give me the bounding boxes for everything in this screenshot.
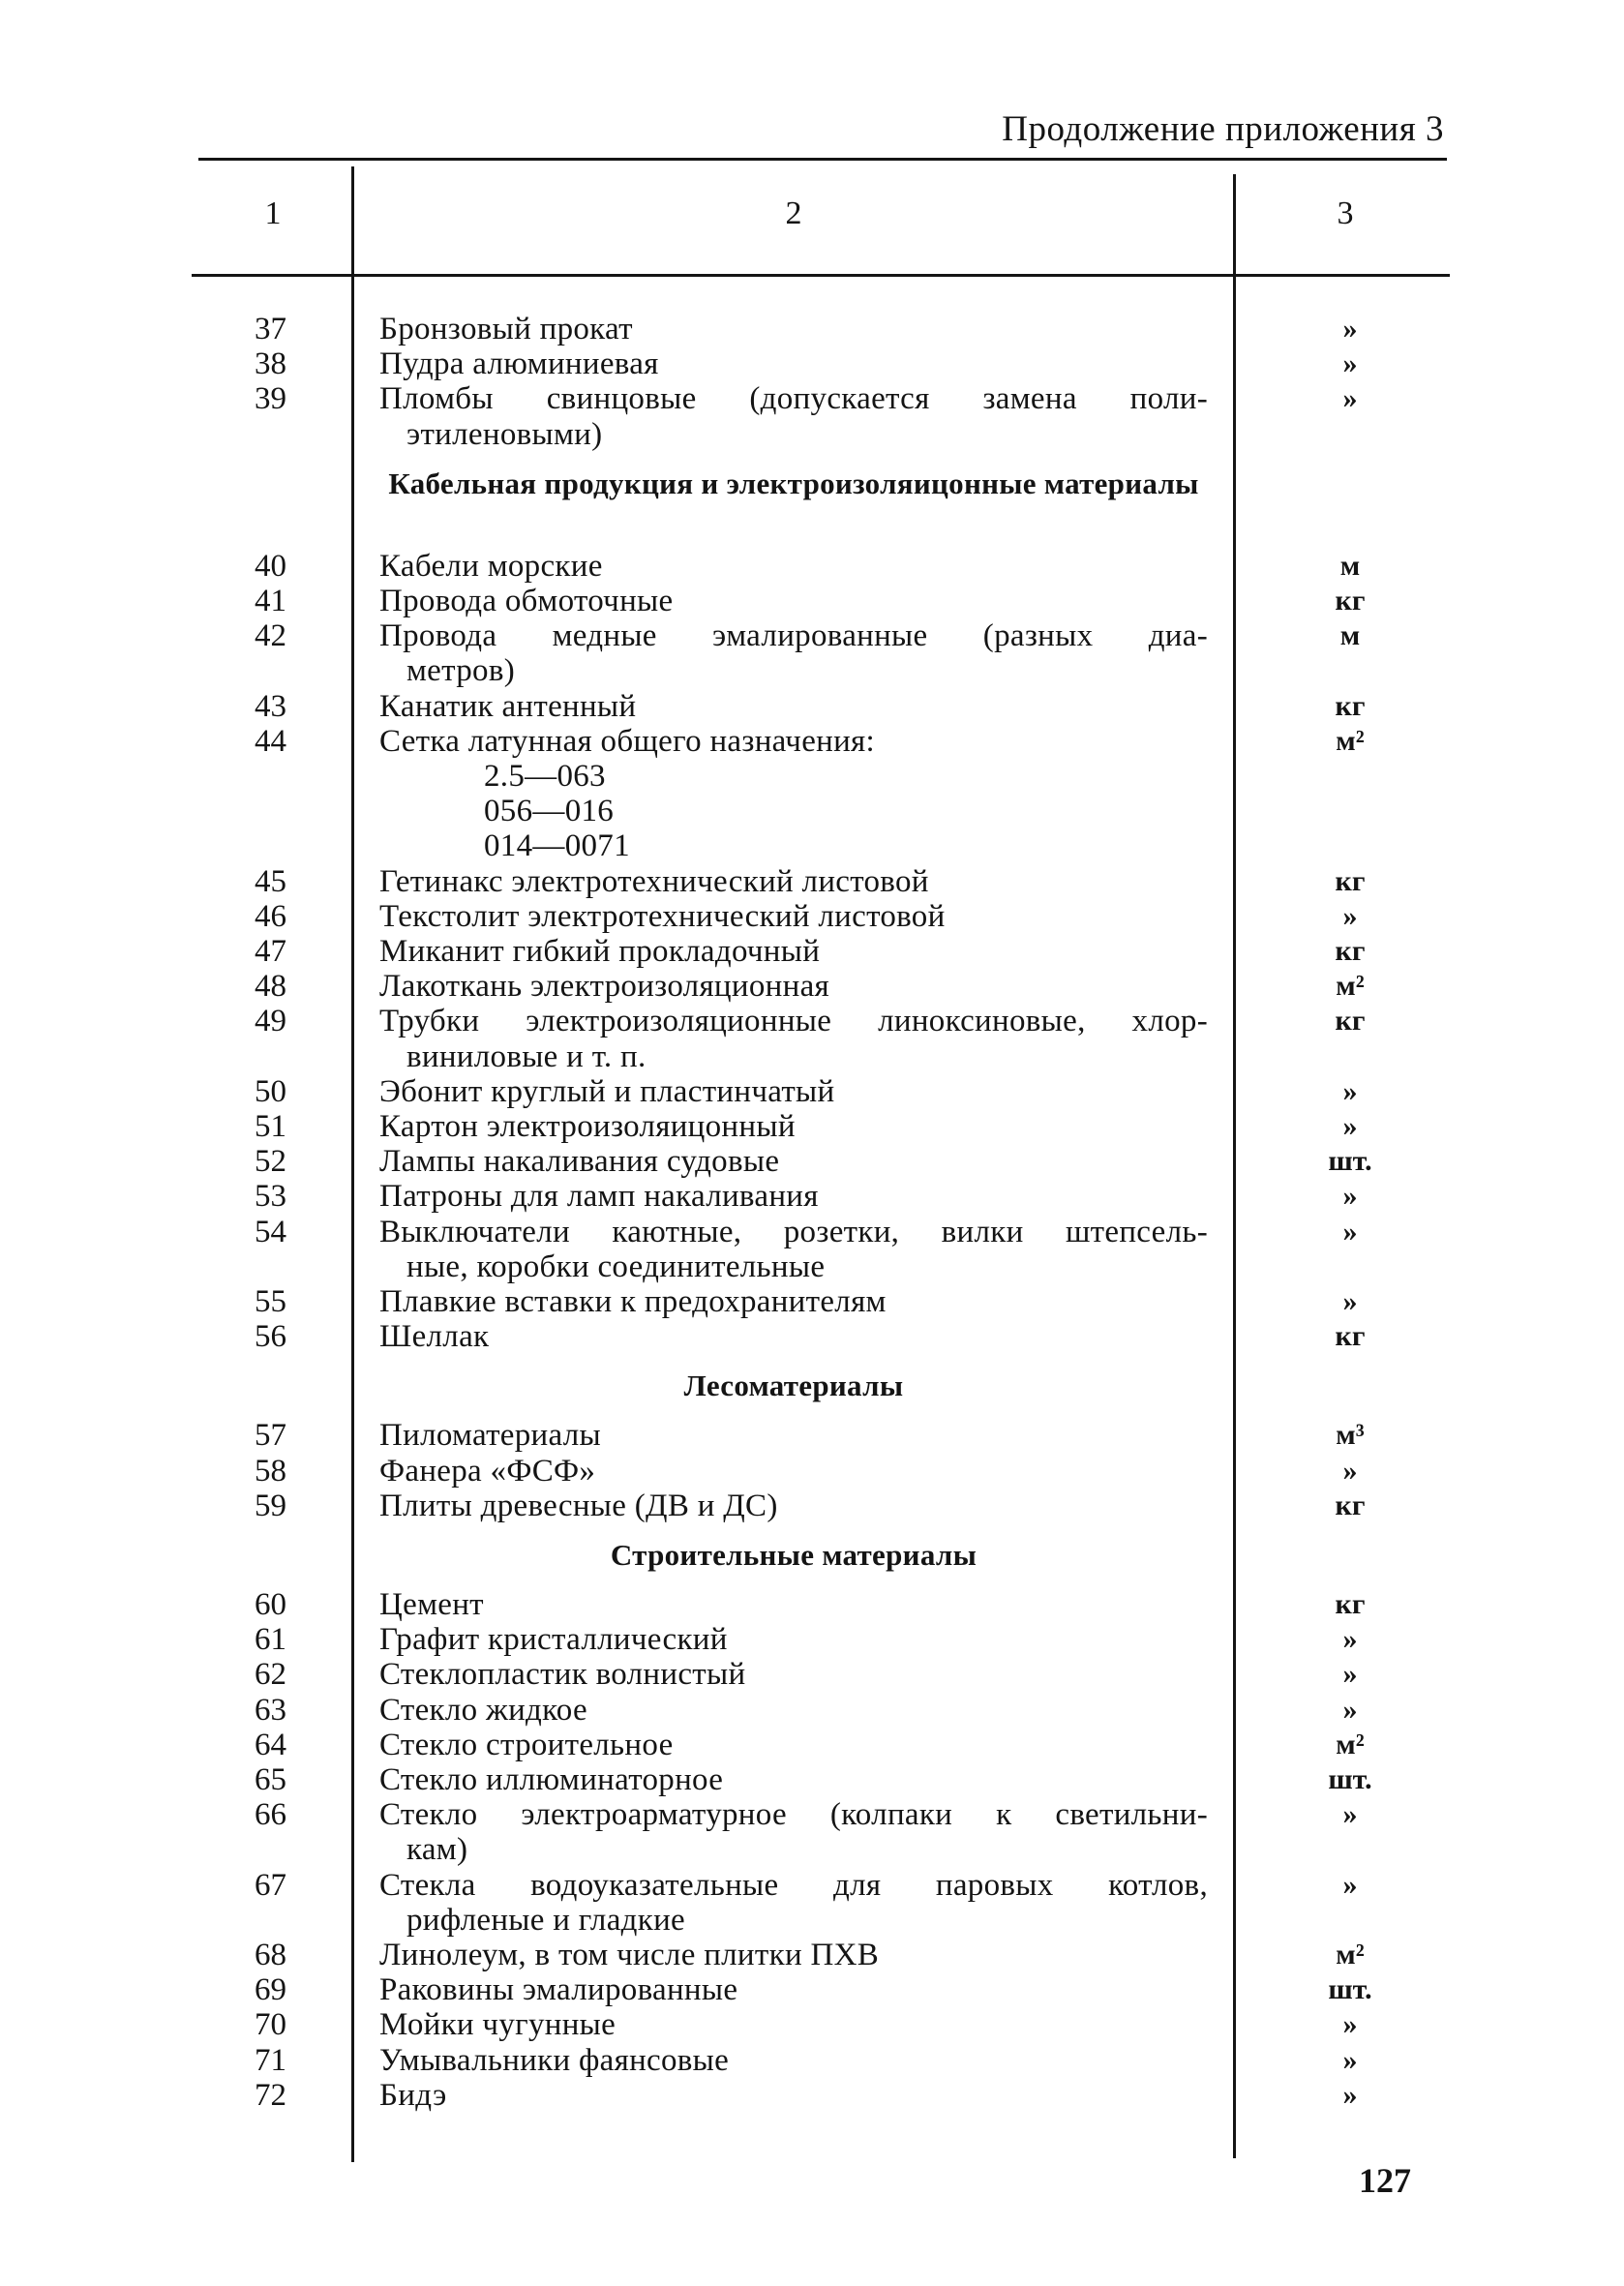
item-name: Фанера «ФСФ» <box>379 1453 596 1489</box>
table-row <box>0 1657 1624 1692</box>
item-name: Эбонит круглый и пластинчатый <box>379 1073 835 1109</box>
mesh-size-row <box>0 828 1624 863</box>
unit-of-measure: » <box>1342 2078 1358 2111</box>
unit-of-measure: м² <box>1336 724 1365 757</box>
row-number: 50 <box>255 1073 286 1109</box>
item-name: Сетка латунная общего назначения: <box>379 723 876 759</box>
row-number: 57 <box>255 1418 286 1454</box>
row-number: 64 <box>255 1727 286 1762</box>
row-number: 52 <box>255 1144 286 1180</box>
unit-of-measure: кг <box>1335 1320 1366 1353</box>
table-row <box>0 1972 1624 2007</box>
item-name: Умывальники фаянсовые <box>379 2042 730 2078</box>
row-number: 55 <box>255 1284 286 1319</box>
item-name: Плавкие вставки к предохранителям <box>379 1284 887 1319</box>
mesh-size-row <box>0 759 1624 794</box>
unit-of-measure: » <box>1342 1180 1358 1213</box>
unit-of-measure: » <box>1342 1658 1358 1691</box>
unit-of-measure: м <box>1339 619 1361 652</box>
unit-of-measure: кг <box>1335 1489 1366 1521</box>
page-number: 127 <box>1359 2161 1411 2200</box>
item-name: Мойки чугунные <box>379 2007 617 2043</box>
unit-of-measure: м² <box>1336 970 1365 1003</box>
table-row <box>0 934 1624 969</box>
unit-of-measure: » <box>1342 1623 1358 1656</box>
item-name: Бронзовый прокат <box>379 312 633 346</box>
table-row <box>0 2043 1624 2078</box>
unit-of-measure: » <box>1342 1215 1358 1248</box>
item-name: Лакоткань электроизоляционная <box>379 969 829 1005</box>
table-row <box>0 1622 1624 1657</box>
item-name-continuation: виниловые и т. п. <box>406 1038 647 1074</box>
item-name: Стекло электроарматурное (колпаки к светильни- <box>379 1797 1208 1833</box>
item-name: Пломбы свинцовые (допускается замена поли- <box>379 381 1208 417</box>
row-number: 42 <box>255 618 286 654</box>
table-row <box>0 549 1624 584</box>
table-row <box>0 584 1624 618</box>
column-header-3: 3 <box>1337 196 1354 231</box>
row-number: 41 <box>255 584 286 618</box>
unit-of-measure: » <box>1342 313 1358 345</box>
section-heading: Кабельная продукция и электроизоляицонные материалы <box>388 466 1199 500</box>
row-number: 44 <box>255 723 286 759</box>
table-row <box>0 1109 1624 1144</box>
table-row <box>0 864 1624 899</box>
item-name: Гетинакс электротехнический листовой <box>379 863 929 899</box>
unit-of-measure: шт. <box>1328 1145 1372 1178</box>
unit-of-measure: » <box>1342 2008 1358 2041</box>
row-number: 40 <box>255 548 286 584</box>
item-name: Миканит гибкий прокладочный <box>379 934 821 969</box>
row-number: 38 <box>255 346 286 382</box>
item-name: Стекло иллюминаторное <box>379 1762 724 1797</box>
table-row <box>0 1454 1624 1489</box>
row-number: 48 <box>255 969 286 1005</box>
table-row <box>0 1215 1624 1249</box>
row-number: 53 <box>255 1179 286 1215</box>
row-number: 46 <box>255 898 286 934</box>
table-row <box>0 1693 1624 1728</box>
table-row-continuation <box>0 653 1624 688</box>
item-name-continuation: этиленовыми) <box>406 416 603 452</box>
item-name-continuation: рифленые и гладкие <box>406 1902 685 1938</box>
row-number: 39 <box>255 381 286 417</box>
unit-of-measure: кг <box>1335 585 1366 617</box>
row-number: 62 <box>255 1657 286 1693</box>
table-row <box>0 381 1624 416</box>
item-name: Раковины эмалированные <box>379 1972 738 2008</box>
item-name: Трубки электроизоляционные линоксиновые, хлор- <box>379 1004 1208 1039</box>
table-row <box>0 346 1624 381</box>
table-row-continuation <box>0 1039 1624 1074</box>
table-row <box>0 1074 1624 1109</box>
mesh-size-code: 056—016 <box>484 794 615 829</box>
item-name: Выключатели каютные, розетки, вилки штепсель- <box>379 1214 1208 1249</box>
row-number: 72 <box>255 2077 286 2113</box>
unit-of-measure: кг <box>1335 935 1366 967</box>
unit-of-measure: кг <box>1335 689 1366 722</box>
table-row <box>0 312 1624 346</box>
unit-of-measure: » <box>1342 1285 1358 1317</box>
table-row <box>0 1004 1624 1038</box>
row-number: 71 <box>255 2042 286 2078</box>
item-name: Картон электроизоляицонный <box>379 1109 796 1144</box>
table-row <box>0 618 1624 653</box>
section-heading: Строительные материалы <box>610 1538 977 1572</box>
item-name: Стекла водоуказательные для паровых котлов, <box>379 1867 1208 1903</box>
table-row <box>0 969 1624 1004</box>
header-rule <box>192 274 1450 277</box>
item-name: Бидэ <box>379 2077 447 2113</box>
item-name: Провода обмоточные <box>379 584 674 618</box>
table-row-continuation <box>0 417 1624 452</box>
table-row <box>0 1144 1624 1179</box>
row-number: 70 <box>255 2007 286 2043</box>
unit-of-measure: » <box>1342 382 1358 415</box>
row-number: 68 <box>255 1938 286 1972</box>
item-name-continuation: кам) <box>406 1832 468 1868</box>
row-number: 67 <box>255 1867 286 1903</box>
item-name: Цемент <box>379 1587 484 1622</box>
table-row-continuation <box>0 1832 1624 1867</box>
unit-of-measure: шт. <box>1328 1763 1372 1795</box>
item-name: Текстолит электротехнический листовой <box>379 898 946 934</box>
unit-of-measure: м <box>1339 549 1361 582</box>
unit-of-measure: » <box>1342 2043 1358 2076</box>
table-row <box>0 1284 1624 1319</box>
unit-of-measure: » <box>1342 1798 1358 1831</box>
row-number: 43 <box>255 688 286 724</box>
column-header-2: 2 <box>785 196 802 231</box>
row-number: 56 <box>255 1319 286 1355</box>
unit-of-measure: » <box>1342 347 1358 380</box>
row-number: 47 <box>255 934 286 969</box>
table-row <box>0 1179 1624 1214</box>
mesh-size-code: 2.5—063 <box>484 759 606 794</box>
item-name: Патроны для ламп накаливания <box>379 1179 819 1215</box>
table-row <box>0 1868 1624 1903</box>
table-row <box>0 1418 1624 1453</box>
item-name: Пиломатериалы <box>379 1418 601 1454</box>
item-name: Шеллак <box>379 1319 490 1355</box>
row-number: 45 <box>255 863 286 899</box>
item-name: Линолеум, в том числе плитки ПХВ <box>379 1938 880 1972</box>
row-number: 59 <box>255 1488 286 1523</box>
row-number: 63 <box>255 1692 286 1728</box>
unit-of-measure: м³ <box>1336 1419 1365 1452</box>
table-row <box>0 1728 1624 1762</box>
unit-of-measure: м² <box>1336 1728 1365 1760</box>
running-head: Продолжение приложения 3 <box>1002 109 1444 149</box>
unit-of-measure: » <box>1342 1454 1358 1487</box>
table-row <box>0 899 1624 934</box>
unit-of-measure: кг <box>1335 1588 1366 1620</box>
item-name: Плиты древесные (ДВ и ДС) <box>379 1488 778 1523</box>
top-rule <box>198 158 1447 161</box>
table-row <box>0 2078 1624 2113</box>
table-row <box>0 689 1624 724</box>
row-number: 58 <box>255 1453 286 1489</box>
item-name: Пудра алюминиевая <box>379 346 659 382</box>
table-row-continuation <box>0 1249 1624 1284</box>
item-name: Стекло жидкое <box>379 1692 587 1728</box>
unit-of-measure: кг <box>1335 1005 1366 1038</box>
column-header-1: 1 <box>264 196 282 231</box>
row-number: 69 <box>255 1972 286 2008</box>
unit-of-measure: » <box>1342 1074 1358 1107</box>
table-row <box>0 1319 1624 1354</box>
table-row <box>0 1797 1624 1832</box>
mesh-size-code: 014—0071 <box>484 828 630 864</box>
unit-of-measure: » <box>1342 1693 1358 1726</box>
item-name: Стекло строительное <box>379 1727 674 1762</box>
table-row <box>0 1489 1624 1523</box>
mesh-size-row <box>0 794 1624 828</box>
table-row <box>0 1587 1624 1622</box>
table-row <box>0 1938 1624 1972</box>
item-name: Лампы накаливания судовые <box>379 1144 780 1180</box>
row-number: 66 <box>255 1797 286 1833</box>
unit-of-measure: м² <box>1336 1939 1365 1970</box>
item-name: Графит кристаллический <box>379 1622 728 1658</box>
item-name-continuation: ные, коробки соединительные <box>406 1248 826 1284</box>
unit-of-measure: » <box>1342 899 1358 932</box>
row-number: 61 <box>255 1622 286 1658</box>
item-name: Провода медные эмалированные (разных диа- <box>379 618 1208 654</box>
table-row-continuation <box>0 1903 1624 1938</box>
row-number: 37 <box>255 312 286 346</box>
unit-of-measure: » <box>1342 1110 1358 1142</box>
unit-of-measure: » <box>1342 1868 1358 1901</box>
item-name: Канатик антенный <box>379 688 637 724</box>
row-number: 60 <box>255 1587 286 1622</box>
unit-of-measure: шт. <box>1328 1973 1372 2006</box>
item-name: Кабели морские <box>379 548 603 584</box>
unit-of-measure: кг <box>1335 864 1366 897</box>
row-number: 54 <box>255 1214 286 1249</box>
row-number: 65 <box>255 1762 286 1797</box>
row-number: 51 <box>255 1109 286 1144</box>
item-name-continuation: метров) <box>406 653 516 689</box>
section-heading: Лесоматериалы <box>683 1369 904 1403</box>
table-row <box>0 2007 1624 2042</box>
row-number: 49 <box>255 1004 286 1039</box>
item-name: Стеклопластик волнистый <box>379 1657 746 1693</box>
table-row <box>0 1762 1624 1797</box>
table-row <box>0 724 1624 759</box>
